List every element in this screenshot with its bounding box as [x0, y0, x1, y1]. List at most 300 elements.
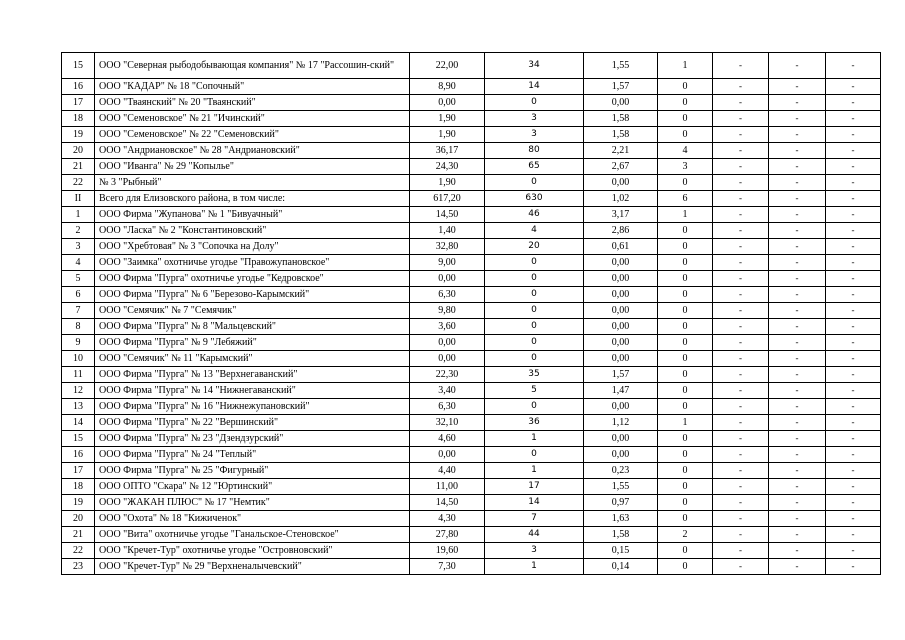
row-number-cell: 4	[62, 255, 95, 271]
dash-cell: -	[826, 271, 881, 287]
row-number-cell: 21	[62, 159, 95, 175]
quota-cell: 0	[658, 175, 713, 191]
organization-name-cell: ООО "Семеновское" № 22 "Семеновский"	[95, 127, 410, 143]
dash-cell: -	[826, 223, 881, 239]
count-cell: 630	[485, 191, 584, 207]
organization-name-cell: ООО Фирма "Пурга" № 9 "Лебяжий"	[95, 335, 410, 351]
count-cell: 1	[485, 559, 584, 575]
quota-cell: 0	[658, 367, 713, 383]
count-cell: 3	[485, 127, 584, 143]
count-cell: 0	[485, 175, 584, 191]
row-number-cell: 3	[62, 239, 95, 255]
area-cell: 24,30	[410, 159, 485, 175]
quota-cell: 4	[658, 143, 713, 159]
table-row	[62, 223, 881, 239]
table-row	[62, 399, 881, 415]
density-cell: 1,58	[584, 127, 658, 143]
dash-cell: -	[769, 415, 826, 431]
organization-name-cell: ООО "Кречет-Тур" охотничье угодье "Островновский"	[95, 543, 410, 559]
density-cell: 0,23	[584, 463, 658, 479]
table-row	[62, 495, 881, 511]
area-cell: 27,80	[410, 527, 485, 543]
row-number-cell: 22	[62, 543, 95, 559]
dash-cell: -	[826, 111, 881, 127]
table-row	[62, 335, 881, 351]
row-number-cell: 15	[62, 53, 95, 79]
dash-cell: -	[713, 543, 769, 559]
row-number-cell: 1	[62, 207, 95, 223]
area-cell: 0,00	[410, 95, 485, 111]
row-number-cell: 5	[62, 271, 95, 287]
quota-cell: 0	[658, 383, 713, 399]
dash-cell: -	[713, 287, 769, 303]
area-cell: 22,00	[410, 53, 485, 79]
count-cell: 0	[485, 319, 584, 335]
dash-cell: -	[713, 255, 769, 271]
dash-cell: -	[713, 415, 769, 431]
dash-cell: -	[826, 351, 881, 367]
dash-cell: -	[713, 143, 769, 159]
density-cell: 0,00	[584, 287, 658, 303]
density-cell: 1,57	[584, 367, 658, 383]
row-number-cell: 19	[62, 495, 95, 511]
density-cell: 1,02	[584, 191, 658, 207]
area-cell: 14,50	[410, 495, 485, 511]
density-cell: 0,00	[584, 351, 658, 367]
dash-cell: -	[713, 351, 769, 367]
dash-cell: -	[826, 53, 881, 79]
dash-cell: -	[713, 111, 769, 127]
table-row	[62, 79, 881, 95]
quota-cell: 0	[658, 223, 713, 239]
dash-cell: -	[769, 351, 826, 367]
count-cell: 0	[485, 303, 584, 319]
dash-cell: -	[769, 431, 826, 447]
density-cell: 1,58	[584, 111, 658, 127]
count-cell: 3	[485, 543, 584, 559]
dash-cell: -	[769, 543, 826, 559]
density-cell: 0,00	[584, 303, 658, 319]
organization-name-cell: ООО Фирма "Пурга" № 22 "Вершинский"	[95, 415, 410, 431]
density-cell: 0,00	[584, 319, 658, 335]
dash-cell: -	[769, 527, 826, 543]
row-number-cell: 16	[62, 79, 95, 95]
organization-name-cell: ООО "Андриановское" № 28 "Андриановский"	[95, 143, 410, 159]
dash-cell: -	[826, 79, 881, 95]
density-cell: 0,15	[584, 543, 658, 559]
quota-cell: 6	[658, 191, 713, 207]
area-cell: 0,00	[410, 335, 485, 351]
row-number-cell: 18	[62, 111, 95, 127]
dash-cell: -	[769, 175, 826, 191]
density-cell: 1,63	[584, 511, 658, 527]
row-number-cell: 17	[62, 95, 95, 111]
table-row	[62, 463, 881, 479]
count-cell: 0	[485, 255, 584, 271]
dash-cell: -	[713, 303, 769, 319]
count-cell: 0	[485, 399, 584, 415]
dash-cell: -	[826, 143, 881, 159]
table-row	[62, 159, 881, 175]
table-body	[62, 53, 881, 575]
dash-cell: -	[826, 559, 881, 575]
organization-name-cell: ООО "КАДАР" № 18 "Сопочный"	[95, 79, 410, 95]
density-cell: 1,12	[584, 415, 658, 431]
density-cell: 1,55	[584, 53, 658, 79]
table-row	[62, 287, 881, 303]
row-number-cell: 9	[62, 335, 95, 351]
dash-cell: -	[826, 367, 881, 383]
dash-cell: -	[826, 303, 881, 319]
area-cell: 0,00	[410, 351, 485, 367]
quota-cell: 3	[658, 159, 713, 175]
table-row	[62, 543, 881, 559]
organization-name-cell: ООО "Северная рыбодобывающая компания" № 17 "Рассошин-ский"	[95, 53, 410, 79]
dash-cell: -	[769, 143, 826, 159]
dash-cell: -	[826, 159, 881, 175]
organization-name-cell: ООО "Иванга" № 29 "Копылье"	[95, 159, 410, 175]
organization-name-cell: ООО Фирма "Пурга" № 24 "Теплый"	[95, 447, 410, 463]
dash-cell: -	[826, 191, 881, 207]
density-cell: 0,00	[584, 447, 658, 463]
dash-cell: -	[826, 383, 881, 399]
row-number-cell: 23	[62, 559, 95, 575]
count-cell: 0	[485, 351, 584, 367]
dash-cell: -	[769, 159, 826, 175]
table-row	[62, 559, 881, 575]
table-row	[62, 239, 881, 255]
dash-cell: -	[769, 335, 826, 351]
count-cell: 0	[485, 287, 584, 303]
row-number-cell: 20	[62, 143, 95, 159]
quota-cell: 1	[658, 207, 713, 223]
row-number-cell: 22	[62, 175, 95, 191]
area-cell: 1,90	[410, 175, 485, 191]
dash-cell: -	[769, 511, 826, 527]
dash-cell: -	[826, 479, 881, 495]
dash-cell: -	[769, 287, 826, 303]
area-cell: 19,60	[410, 543, 485, 559]
count-cell: 65	[485, 159, 584, 175]
count-cell: 35	[485, 367, 584, 383]
row-number-cell: 21	[62, 527, 95, 543]
area-cell: 14,50	[410, 207, 485, 223]
dash-cell: -	[769, 303, 826, 319]
dash-cell: -	[826, 127, 881, 143]
table-row	[62, 351, 881, 367]
organization-name-cell: ООО "Тваянский" № 20 "Тваянский"	[95, 95, 410, 111]
dash-cell: -	[713, 463, 769, 479]
dash-cell: -	[713, 239, 769, 255]
area-cell: 32,10	[410, 415, 485, 431]
organization-name-cell: ООО Фирма "Пурга" № 6 "Березово-Карымский"	[95, 287, 410, 303]
quota-cell: 2	[658, 527, 713, 543]
density-cell: 2,21	[584, 143, 658, 159]
dash-cell: -	[769, 255, 826, 271]
quota-cell: 0	[658, 319, 713, 335]
row-number-cell: 15	[62, 431, 95, 447]
dash-cell: -	[826, 95, 881, 111]
density-cell: 0,97	[584, 495, 658, 511]
count-cell: 7	[485, 511, 584, 527]
dash-cell: -	[713, 175, 769, 191]
density-cell: 2,86	[584, 223, 658, 239]
quota-cell: 0	[658, 431, 713, 447]
area-cell: 11,00	[410, 479, 485, 495]
row-number-cell: 10	[62, 351, 95, 367]
table-row	[62, 447, 881, 463]
dash-cell: -	[769, 191, 826, 207]
count-cell: 1	[485, 431, 584, 447]
dash-cell: -	[769, 319, 826, 335]
row-number-cell: 14	[62, 415, 95, 431]
organization-name-cell: ООО ОПТО "Скара" № 12 "Юртинский"	[95, 479, 410, 495]
table-row	[62, 415, 881, 431]
dash-cell: -	[826, 543, 881, 559]
table-row	[62, 271, 881, 287]
row-number-cell: 7	[62, 303, 95, 319]
quota-cell: 0	[658, 511, 713, 527]
count-cell: 34	[485, 53, 584, 79]
table-row	[62, 111, 881, 127]
count-cell: 0	[485, 95, 584, 111]
density-cell: 1,47	[584, 383, 658, 399]
dash-cell: -	[713, 559, 769, 575]
row-number-cell: 11	[62, 367, 95, 383]
dash-cell: -	[713, 159, 769, 175]
organization-name-cell: Всего для Елизовского района, в том числе:	[95, 191, 410, 207]
area-cell: 32,80	[410, 239, 485, 255]
area-cell: 9,80	[410, 303, 485, 319]
dash-cell: -	[769, 127, 826, 143]
count-cell: 0	[485, 447, 584, 463]
dash-cell: -	[713, 399, 769, 415]
count-cell: 36	[485, 415, 584, 431]
organization-name-cell: ООО "Семеновское" № 21 "Ичинский"	[95, 111, 410, 127]
count-cell: 1	[485, 463, 584, 479]
area-cell: 9,00	[410, 255, 485, 271]
count-cell: 14	[485, 495, 584, 511]
area-cell: 3,40	[410, 383, 485, 399]
table-row	[62, 143, 881, 159]
dash-cell: -	[713, 223, 769, 239]
table-row	[62, 511, 881, 527]
area-cell: 36,17	[410, 143, 485, 159]
organization-name-cell: ООО "Семячик" № 7 "Семячик"	[95, 303, 410, 319]
count-cell: 3	[485, 111, 584, 127]
dash-cell: -	[826, 463, 881, 479]
quota-cell: 0	[658, 463, 713, 479]
organization-name-cell: ООО "Охота" № 18 "Кижиченок"	[95, 511, 410, 527]
dash-cell: -	[713, 527, 769, 543]
dash-cell: -	[826, 319, 881, 335]
area-cell: 1,90	[410, 111, 485, 127]
table-row	[62, 207, 881, 223]
table-row	[62, 191, 881, 207]
row-number-cell: 13	[62, 399, 95, 415]
dash-cell: -	[769, 495, 826, 511]
table-row	[62, 303, 881, 319]
quota-cell: 0	[658, 79, 713, 95]
density-cell: 0,00	[584, 431, 658, 447]
quota-cell: 0	[658, 479, 713, 495]
quota-cell: 0	[658, 399, 713, 415]
density-cell: 0,00	[584, 335, 658, 351]
density-cell: 0,00	[584, 95, 658, 111]
area-cell: 4,30	[410, 511, 485, 527]
dash-cell: -	[769, 463, 826, 479]
dash-cell: -	[769, 383, 826, 399]
area-cell: 0,00	[410, 447, 485, 463]
density-cell: 0,00	[584, 399, 658, 415]
row-number-cell: 20	[62, 511, 95, 527]
row-number-cell: 2	[62, 223, 95, 239]
dash-cell: -	[826, 495, 881, 511]
organization-name-cell: ООО Фирма "Пурга" № 16 "Нижнежупановский"	[95, 399, 410, 415]
quota-cell: 0	[658, 271, 713, 287]
dash-cell: -	[713, 127, 769, 143]
count-cell: 80	[485, 143, 584, 159]
dash-cell: -	[826, 447, 881, 463]
dash-cell: -	[826, 511, 881, 527]
quota-cell: 1	[658, 415, 713, 431]
table-row	[62, 175, 881, 191]
quota-cell: 0	[658, 543, 713, 559]
quota-cell: 1	[658, 53, 713, 79]
area-cell: 0,00	[410, 271, 485, 287]
count-cell: 0	[485, 271, 584, 287]
quota-cell: 0	[658, 95, 713, 111]
dash-cell: -	[713, 367, 769, 383]
table-row	[62, 383, 881, 399]
dash-cell: -	[769, 367, 826, 383]
dash-cell: -	[769, 79, 826, 95]
area-cell: 1,40	[410, 223, 485, 239]
dash-cell: -	[826, 255, 881, 271]
quota-cell: 0	[658, 335, 713, 351]
area-cell: 1,90	[410, 127, 485, 143]
organization-name-cell: ООО Фирма "Жупанова" № 1 "Бивуачный"	[95, 207, 410, 223]
density-cell: 3,17	[584, 207, 658, 223]
dash-cell: -	[826, 527, 881, 543]
area-cell: 6,30	[410, 399, 485, 415]
row-number-cell: 6	[62, 287, 95, 303]
quota-cell: 0	[658, 559, 713, 575]
dash-cell: -	[713, 335, 769, 351]
dash-cell: -	[769, 271, 826, 287]
quota-cell: 0	[658, 287, 713, 303]
dash-cell: -	[713, 431, 769, 447]
dash-cell: -	[769, 479, 826, 495]
dash-cell: -	[713, 479, 769, 495]
quota-cell: 0	[658, 239, 713, 255]
density-cell: 0,14	[584, 559, 658, 575]
count-cell: 0	[485, 335, 584, 351]
dash-cell: -	[713, 447, 769, 463]
area-cell: 7,30	[410, 559, 485, 575]
dash-cell: -	[826, 207, 881, 223]
dash-cell: -	[826, 335, 881, 351]
area-cell: 4,60	[410, 431, 485, 447]
count-cell: 17	[485, 479, 584, 495]
organization-name-cell: ООО Фирма "Пурга" № 13 "Верхнегаванский"	[95, 367, 410, 383]
row-number-cell: II	[62, 191, 95, 207]
organization-name-cell: ООО "Кречет-Тур" № 29 "Верхненалычевский"	[95, 559, 410, 575]
table-row	[62, 127, 881, 143]
quota-cell: 0	[658, 255, 713, 271]
table-row	[62, 479, 881, 495]
organization-name-cell: ООО Фирма "Пурга" охотничье угодье "Кедровское"	[95, 271, 410, 287]
area-cell: 617,20	[410, 191, 485, 207]
dash-cell: -	[769, 207, 826, 223]
quota-cell: 0	[658, 303, 713, 319]
dash-cell: -	[769, 111, 826, 127]
dash-cell: -	[713, 511, 769, 527]
dash-cell: -	[713, 319, 769, 335]
organization-name-cell: ООО Фирма "Пурга" № 8 "Мальцевский"	[95, 319, 410, 335]
quota-cell: 0	[658, 351, 713, 367]
dash-cell: -	[769, 559, 826, 575]
organization-name-cell: ООО "Вита" охотничье угодье "Ганальское-Стеновское"	[95, 527, 410, 543]
organization-name-cell: ООО "Ласка" № 2 "Константиновский"	[95, 223, 410, 239]
dash-cell: -	[769, 223, 826, 239]
dash-cell: -	[713, 271, 769, 287]
density-cell: 0,61	[584, 239, 658, 255]
organization-name-cell: ООО "Семячик" № 11 "Карымский"	[95, 351, 410, 367]
dash-cell: -	[769, 95, 826, 111]
dash-cell: -	[826, 431, 881, 447]
dash-cell: -	[769, 399, 826, 415]
organization-name-cell: ООО Фирма "Пурга" № 14 "Нижнегаванский"	[95, 383, 410, 399]
dash-cell: -	[769, 239, 826, 255]
area-cell: 22,30	[410, 367, 485, 383]
dash-cell: -	[826, 287, 881, 303]
table-row	[62, 95, 881, 111]
row-number-cell: 19	[62, 127, 95, 143]
count-cell: 4	[485, 223, 584, 239]
density-cell: 2,67	[584, 159, 658, 175]
dash-cell: -	[826, 415, 881, 431]
dash-cell: -	[713, 95, 769, 111]
quota-cell: 0	[658, 495, 713, 511]
dash-cell: -	[713, 495, 769, 511]
dash-cell: -	[713, 191, 769, 207]
organization-name-cell: ООО Фирма "Пурга" № 25 "Фигурный"	[95, 463, 410, 479]
table-row	[62, 431, 881, 447]
area-cell: 8,90	[410, 79, 485, 95]
density-cell: 0,00	[584, 255, 658, 271]
quota-cell: 0	[658, 127, 713, 143]
count-cell: 46	[485, 207, 584, 223]
organization-name-cell: ООО "ЖАКАН ПЛЮС" № 17 "Немтик"	[95, 495, 410, 511]
organization-name-cell: ООО Фирма "Пурга" № 23 "Дзендзурский"	[95, 431, 410, 447]
row-number-cell: 17	[62, 463, 95, 479]
dash-cell: -	[826, 239, 881, 255]
dash-cell: -	[713, 53, 769, 79]
quota-cell: 0	[658, 447, 713, 463]
density-cell: 1,55	[584, 479, 658, 495]
density-cell: 0,00	[584, 271, 658, 287]
dash-cell: -	[713, 207, 769, 223]
area-cell: 4,40	[410, 463, 485, 479]
quota-cell: 0	[658, 111, 713, 127]
row-number-cell: 12	[62, 383, 95, 399]
dash-cell: -	[826, 175, 881, 191]
count-cell: 14	[485, 79, 584, 95]
table-row	[62, 527, 881, 543]
density-cell: 1,57	[584, 79, 658, 95]
hunting-grounds-table	[61, 52, 881, 575]
